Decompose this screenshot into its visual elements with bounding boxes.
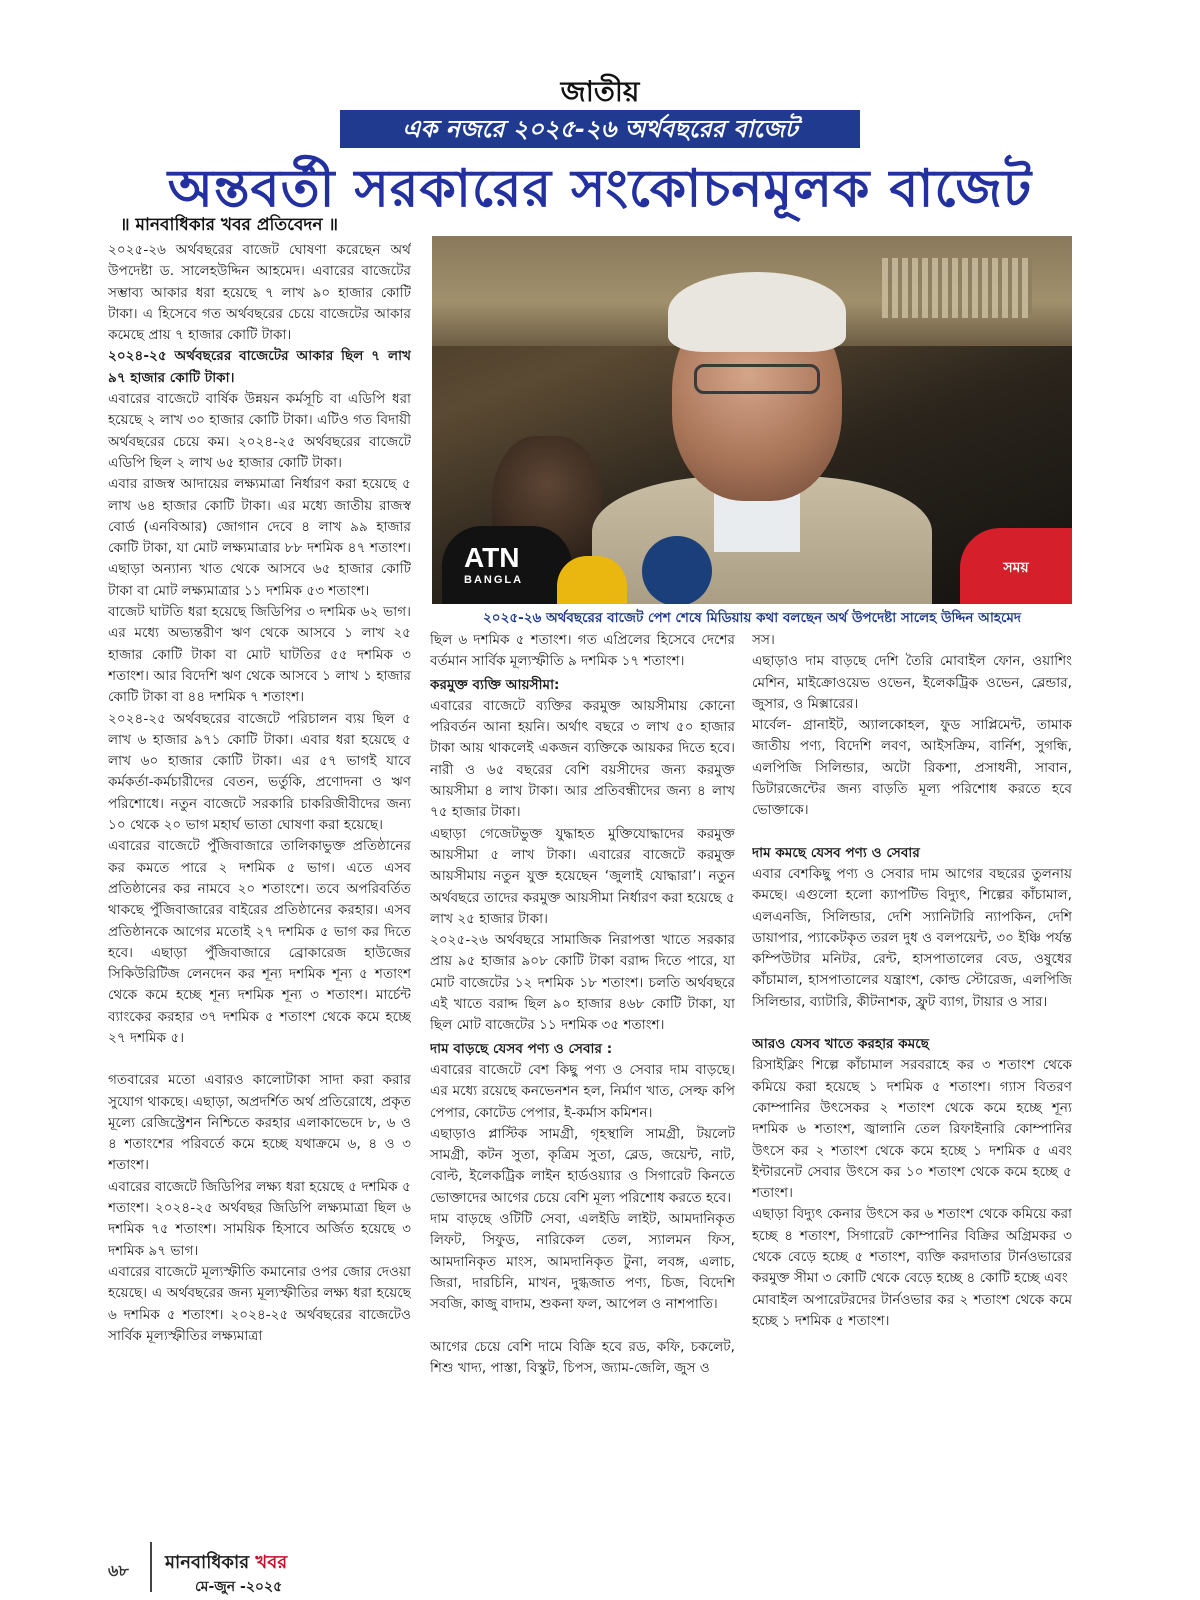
- photo-caption: ২০২৫-২৬ অর্থবছরের বাজেট পেশ শেষে মিডিয়ায় কথা বলছেন অর্থ উপদেষ্টা সালেহ উদ্দিন আহমেদ: [483, 610, 1021, 626]
- paragraph: আগের চেয়ে বেশি দামে বিক্রি হবে রড, কফি, চকলেট, শিশু খাদ্য, পাস্তা, বিস্কুট, চিপস, জ্যাম-জেলি, জুস ও: [430, 1338, 735, 1376]
- paragraph: এবারের বাজেটে পুঁজিবাজারে তালিকাভুক্ত প্রতিষ্ঠানের কর কমতে পারে ২ দশমিক ৫ ভাগ। এতে এসব প্রতিষ্ঠানের কর নামবে ২০ শতাংশে। তবে অপরিবর্তিত থাকছে পুঁজিবাজারের বাইরের প্রতিষ্ঠানের করহার। এসব প্রতিষ্ঠানকে আগের মতোই ২৭ দশমিক ৫ ভাগ কর দিতে হবে। এছাড়া পুঁজিবাজারে ব্রোকারেজ হাউজের সিকিউরিটিজ লেনদেন কর শূন্য দশমিক শূন্য ৫ শতাংশ থেকে কমে হচ্ছে শূন্য দশমিক শূন্য ৩ শতাংশ। মার্চেন্ট ব্যাংকের করহার ৩৭ দশমিক ৫ শতাংশ থেকে কমে হচ্ছে ২৭ দশমিক ৫।: [108, 838, 411, 1046]
- paragraph: এবারের বাজেটে জিডিপির লক্ষ্য ধরা হয়েছে ৫ দশমিক ৫ শতাংশ। ২০২৪-২৫ অর্থবছর জিডিপি লক্ষ্যমাত্রা ছিল ৬ দশমিক ৭৫ শতাংশ। সাময়িক হিসাবে অর্জিত হয়েছে ৩ দশমিক ৯৭ ভাগ।: [108, 1178, 411, 1259]
- photo-vent: [882, 258, 1032, 318]
- subheading: করমুক্ত ব্যক্তি আয়সীমা:: [430, 676, 560, 693]
- news-photo: [432, 236, 1072, 604]
- somoy-logo: সময়: [1003, 560, 1029, 576]
- paragraph: ছিল ৬ দশমিক ৫ শতাংশ। গত এপ্রিলের হিসেবে দেশের বর্তমান সার্বিক মূল্যস্ফীতি ৯ দশমিক ১৭ শতাংশ।: [430, 632, 735, 670]
- paragraph: এবারের বাজেটে ব্যক্তির করমুক্ত আয়সীমায় কোনো পরিবর্তন আনা হয়নি। অর্থাৎ বছরে ৩ লাখ ৫০ হাজার টাকা আয় থাকলেই একজন ব্যক্তিকে আয়কর দিতে হবে। নারী ও ৬৫ বছরের বেশি বয়সীদের জন্য করমুক্ত আয়সীমা ৪ লাখ টাকা। আর প্রতিবন্ধীদের জন্য ৪ লাখ ৭৫ হাজার টাকা।: [430, 697, 735, 821]
- atn-logo-sub: BANGLA: [464, 574, 524, 586]
- section-label: জাতীয়: [560, 75, 640, 108]
- paragraph: বাজেট ঘাটতি ধরা হয়েছে জিডিপির ৩ দশমিক ৬২ ভাগ। এর মধ্যে অভ্যন্তরীণ ঋণ থেকে আসবে ১ লাখ ২৫ হাজার কোটি টাকা বা মোট ঘাটতির ৫৫ দশমিক ৩ শতাংশ। আর বিদেশি ঋণ থেকে আসবে ১ লাখ ১ হাজার কোটি টাকা বা ৪৪ দশমিক ৭ শতাংশ।: [108, 604, 411, 706]
- paragraph: রিসাইক্লিং শিল্পে কাঁচামাল সরবরাহে কর ৩ শতাংশ থেকে কমিয়ে করা হয়েছে ১ দশমিক ৫ শতাংশ। গ্যাস বিতরণ কোম্পানির উৎসেকর ২ শতাংশ থেকে কমে হচ্ছে শূন্য দশমিক ৬ শতাংশ, জ্বালানি তেল রিফাইনারি কোম্পানির উৎসে কর ২ শতাংশ থেকে কমে হচ্ছে ১ দশমিক ৫ এবং ইন্টারনেট সেবার উৎসে কর ১০ শতাংশ থেকে কমে হচ্ছে ৫ শতাংশ।: [752, 1057, 1072, 1202]
- paragraph: এবারের বাজেটে বার্ষিক উন্নয়ন কর্মসূচি বা এডিপি ধরা হয়েছে ২ লাখ ৩০ হাজার কোটি টাকা। এটিও গত বিদায়ী অর্থবছরের চেয়ে কম। ২০২৪-২৫ অর্থবছরের বাজেটে এডিপি ছিল ২ লাখ ৬৫ হাজার কোটি টাকা।: [108, 391, 411, 471]
- paragraph: এছাড়াও প্লাস্টিক সামগ্রী, গৃহস্থালি সামগ্রী, টয়লেট সামগ্রী, কটন সুতা, কৃত্রিম সুতা, ব্লেড, জয়েন্ট, নাট, বোল্ট, ইলেকট্রিক লাইন হার্ডওয়্যার ও সিগারেট কিনতে ভোক্তাদের আগের চেয়ে বেশি মূল্য পরিশোধ করতে হবে।: [430, 1125, 735, 1206]
- paragraph: এছাড়া বিদ্যুৎ কেনার উৎসে কর ৬ শতাংশ থেকে কমিয়ে করা হচ্ছে ৪ শতাংশ, সিগারেট কোম্পানির বিক্রির অগ্রিমকর ৩ থেকে বেড়ে হচ্ছে ৫ শতাংশ, ব্যক্তি করদাতার টার্নওভারের করমুক্ত সীমা ৩ কোটি থেকে বেড়ে হচ্ছে ৪ কোটি হচ্ছে এবং: [752, 1206, 1072, 1287]
- subheading: দাম কমছে যেসব পণ্য ও সেবার: [752, 844, 920, 861]
- brand-main: মানবাধিকার: [165, 1552, 250, 1573]
- paragraph: এছাড়া গেজেটভুক্ত যুদ্ধাহত মুক্তিযোদ্ধাদের করমুক্ত আয়সীমা ৫ লাখ টাকা। এবারের বাজেটে করমুক্ত আয়সীমায় নতুন যুক্ত হয়েছেন ‘জুলাই যোদ্ধারা’। নতুন অর্থবছরে তাদের করমুক্ত আয়সীমা নির্ধারণ করা হয়েছে ৫ লাখ ২৫ হাজার টাকা।: [430, 825, 735, 927]
- paragraph-emphasis: ২০২৪-২৫ অর্থবছরের বাজেটের আকার ছিল ৭ লাখ ৯৭ হাজার কোটি টাকা।: [108, 348, 411, 386]
- issue-date: মে-জুন -২০২৫: [195, 1579, 283, 1595]
- atn-logo: ATN: [464, 542, 520, 573]
- paragraph: সস।: [752, 632, 775, 648]
- byline: ॥ মানবাধিকার খবর প্রতিবেদন ॥: [120, 215, 339, 235]
- subheading: দাম বাড়ছে যেসব পণ্য ও সেবার :: [430, 1040, 613, 1057]
- paragraph: এবারের বাজেটে মূল্যস্ফীতি কমানোর ওপর জোর দেওয়া হয়েছে। এ অর্থবছরের জন্য মূল্যস্ফীতির লক্ষ্য ধরা হয়েছে ৬ দশমিক ৫ শতাংশ। ২০২৪-২৫ অর্থবছরের বাজেটেও সার্বিক মূল্যস্ফীতির লক্ষ্যমাত্রা: [108, 1263, 411, 1344]
- paragraph: মোবাইল অপারেটরদের টার্নওভার কর ২ শতাংশ থেকে কমে হচ্ছে ১ দশমিক ৫ শতাংশ।: [752, 1291, 1072, 1329]
- photo-speaker-hair: [668, 272, 846, 352]
- footer-divider: [150, 1542, 152, 1592]
- paragraph: মার্বেল- গ্রানাইট, অ্যালকোহল, ফুড সাপ্লিমেন্ট, তামাক জাতীয় পণ্য, বিদেশি লবণ, আইসক্রিম, বার্নিশ, সুগন্ধি, এলপিজি সিলিন্ডার, অটো রিকশা, প্রসাধনী, সাবান, ডিটারজেন্টের জন্য বাড়তি মূল্য পরিশোধ করতে হবে ভোক্তাকে।: [752, 717, 1072, 819]
- article-column-1: [108, 240, 411, 1535]
- paragraph: ২০২৪-২৫ অর্থবছরের বাজেটে পরিচালন ব্যয় ছিল ৫ লাখ ৬ হাজার ৯৭১ কোটি টাকা। এবার ধরা হয়েছে ৫ লাখ ৬০ হাজার কোটি টাকা। এর ৫৭ ভাগই যাবে কর্মকর্তা-কর্মচারীদের বেতন, ভর্তুকি, প্রণোদনা ও ঋণ পরিশোধে। নতুন বাজেটে সরকারি চাকরিজীবীদের জন্য ১০ থেকে ২০ ভাগ মহার্ঘ ভাতা ঘোষণা করা হয়েছে।: [108, 710, 411, 834]
- article-column-3: [752, 630, 1072, 1535]
- paragraph: গতবারের মতো এবারও কালোটাকা সাদা করা করার সুযোগ থাকছে। এছাড়া, অপ্রদর্শিত অর্থ প্রতিরোধে, প্রকৃত মূল্যে রেজিস্ট্রেশন নিশ্চিতে করহার এলাকাভেদে ৮, ৬ ও ৪ শতাংশের পরিবর্তে কমে হচ্ছে যথাক্রমে ৬, ৪ ও ৩ শতাংশ।: [108, 1072, 411, 1174]
- paragraph: ২০২৫-২৬ অর্থবছরে সামাজিক নিরাপত্তা খাতে সরকার প্রায় ৯৫ হাজার ৯০৮ কোটি টাকা বরাদ্দ দিতে পারে, যা মোট বাজেটের ১২ দশমিক ১৮ শতাংশ। চলতি অর্থবছরে এই খাতে বরাদ্দ ছিল ৯০ হাজার ৪৬৮ কোটি টাকা, যা ছিল মোট বাজেটের ১১ দশমিক ৩৫ শতাংশ।: [430, 932, 735, 1034]
- yellow-microphone: [557, 556, 627, 604]
- article-column-2: [430, 630, 735, 1535]
- blue-microphone: [642, 536, 712, 604]
- subheading: আরও যেসব খাতে করহার কমছে: [752, 1036, 929, 1053]
- paragraph: এবারের বাজেটে বেশ কিছু পণ্য ও সেবার দাম বাড়ছে। এর মধ্যে রয়েছে কনভেনশন হল, নির্মাণ খাত, সেল্ফ কপি পেপার, কোটেড পেপার, ই-কর্মাস কমিশন।: [430, 1061, 735, 1121]
- paragraph: ২০২৫-২৬ অর্থবছরের বাজেট ঘোষণা করেছেন অর্থ উপদেষ্টা ড. সালেহউদ্দিন আহমেদ। এবারের বাজেটের সম্ভাব্য আকার ধরা হয়েছে ৭ লাখ ৯০ হাজার কোটি টাকা। এ হিসেবে গত অর্থবছরের চেয়ে বাজেটের আকার কমেছে প্রায় ৭ হাজার কোটি টাকা।: [108, 242, 411, 344]
- paragraph: এবার রাজস্ব আদায়ের লক্ষ্যমাত্রা নির্ধারণ করা হয়েছে ৫ লাখ ৬৪ হাজার কোটি টাকা। এর মধ্যে জাতীয় রাজস্ব বোর্ড (এনবিআর) জোগান দেবে ৪ লাখ ৯৯ হাজার কোটি টাকা, যা মোট লক্ষ্যমাত্রার ৮৮ দশমিক ৪৭ শতাংশ। এছাড়া অন্যান্য খাত থেকে আসবে ৬৫ হাজার কোটি টাকা বা মোট লক্ষ্যমাত্রার ১১ দশমিক ৫৩ শতাংশ।: [108, 476, 411, 599]
- paragraph: দাম বাড়ছে ওটিটি সেবা, এলইডি লাইট, আমদানিকৃত লিফট, সিফুড, নারিকেল তেল, স্যালমন ফিস, আমদানিকৃত মাংস, আমদানিকৃত টুনা, লবঙ্গ, এলাচ, জিরা, দারচিনি, মাখন, দুগ্ধজাত পণ্য, চিজ, বিদেশি সবজি, কাজু বাদাম, শুকনা ফল, আপেল ও নাশপাতি।: [430, 1211, 735, 1313]
- paragraph: এবার বেশকিছু পণ্য ও সেবার দাম আগের বছরের তুলনায় কমছে। এগুলো হলো ক্যাপটিভ বিদ্যুৎ, শিল্পের কাঁচামাল, এলএনজি, সিলিন্ডার, দেশি স্যানিটারি ন্যাপকিন, দেশি ডায়াপার, প্যাকেটকৃত তরল দুধ ও বলপয়েন্ট, ৩০ ইঞ্চি পর্যন্ত কম্পিউটার মনিটর, রেন্ট, হাসপাতালের বেড, ওষুধের কাঁচামাল, হাসপাতালের যন্ত্রাংশ, কোল্ড স্টোরেজ, এলপিজি সিলিন্ডার, ব্যাটারি, কীটনাশক, ফ্রুট ব্যাগ, টায়ার ও সার।: [752, 865, 1072, 1010]
- atn-microphone: [442, 526, 572, 604]
- page-number: ৬৮: [108, 1561, 129, 1580]
- brand-accent: খবর: [249, 1552, 288, 1573]
- headline: অন্তবর্তী সরকারের সংকোচনমূলক বাজেট: [167, 158, 1033, 219]
- paragraph: এছাড়াও দাম বাড়ছে দেশি তৈরি মোবাইল ফোন, ওয়াশিং মেশিন, মাইক্রোওয়েভ ওভেন, ইলেকট্রিক ওভেন, ব্লেন্ডার, জুসার, ও মিক্সারের।: [752, 653, 1072, 712]
- photo-speaker-glasses: [694, 364, 820, 394]
- kicker-band: এক নজরে ২০২৫-২৬ অর্থবছরের বাজেট: [340, 110, 860, 148]
- somoy-microphone: [960, 528, 1072, 604]
